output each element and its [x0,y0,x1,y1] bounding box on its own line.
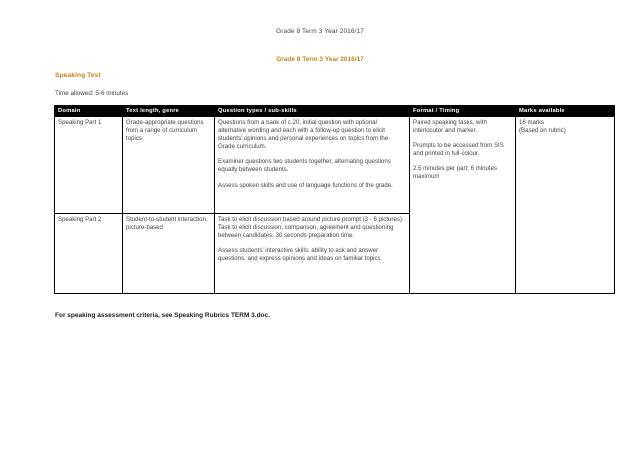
format-timing-paragraph: 2.5 minutes per part; 6 minutes maximum [413,165,498,181]
question-types-paragraph: Assess students' interactive skills; ability to ask and answer questions, and express opinions and ideas on familiar topics. [218,247,383,263]
column-header-format-timing: Format / Timing [410,106,516,117]
question-types-paragraph: Questions from a bank of c.20, initial question with optional alternative wording and each with a follow-up question to elicit students' opinions and personal experiences on topics from the Grade curriculum. [218,119,389,151]
format-timing-paragraph: Prompts to be accessed from SIS and printed in full-colour. [413,142,504,158]
marks-note: (Based on rubric) [519,127,566,135]
question-types-paragraph: Examiner questions two students together, alternating questions equally between students. [218,158,391,174]
cell-text-length: Grade-appropriate questions from a range of curriculum topics [123,117,215,214]
marks-value: 16 marks [519,119,545,126]
table-row [55,117,615,214]
cell-marks [516,117,615,294]
running-header: Grade 8 Term 3 Year 2016/17 [276,28,364,35]
section-title: Speaking Test [55,72,101,79]
column-header-question-types: Question types / sub-skills [215,106,410,117]
question-types-paragraph: Assess spoken skills and use of language functions of the grade. [218,181,393,189]
format-timing-paragraph: Paired speaking tasks, with interlocutor and marker. [413,119,487,135]
speaking-test-table [54,105,615,294]
time-allowed-text: Time allowed: 5-6 minutes [55,90,129,97]
cell-format-timing [410,117,516,294]
column-header-text-length: Text length, genre [123,106,215,117]
question-types-paragraph: Task to elicit discussion based around picture prompt (3 - 6 pictures). Task to elicit discussion, comparison, agreement and questioning between candidates. 30 seconds preparation time. [218,216,404,240]
cell-text-length: Student-to-student interaction, picture-based [123,214,215,294]
column-header-marks: Marks available [516,106,615,117]
table-header-row [55,106,615,117]
cell-question-types [215,214,410,294]
cell-question-types [215,117,410,214]
cell-domain: Speaking Part 1 [55,117,123,214]
document-title: Grade 8 Term 3 Year 2016/17 [276,56,364,63]
cell-domain: Speaking Part 2 [55,214,123,294]
column-header-domain: Domain [55,106,123,117]
footnote-text: For speaking assessment criteria, see Speaking Rubrics TERM 3.doc. [55,312,270,319]
